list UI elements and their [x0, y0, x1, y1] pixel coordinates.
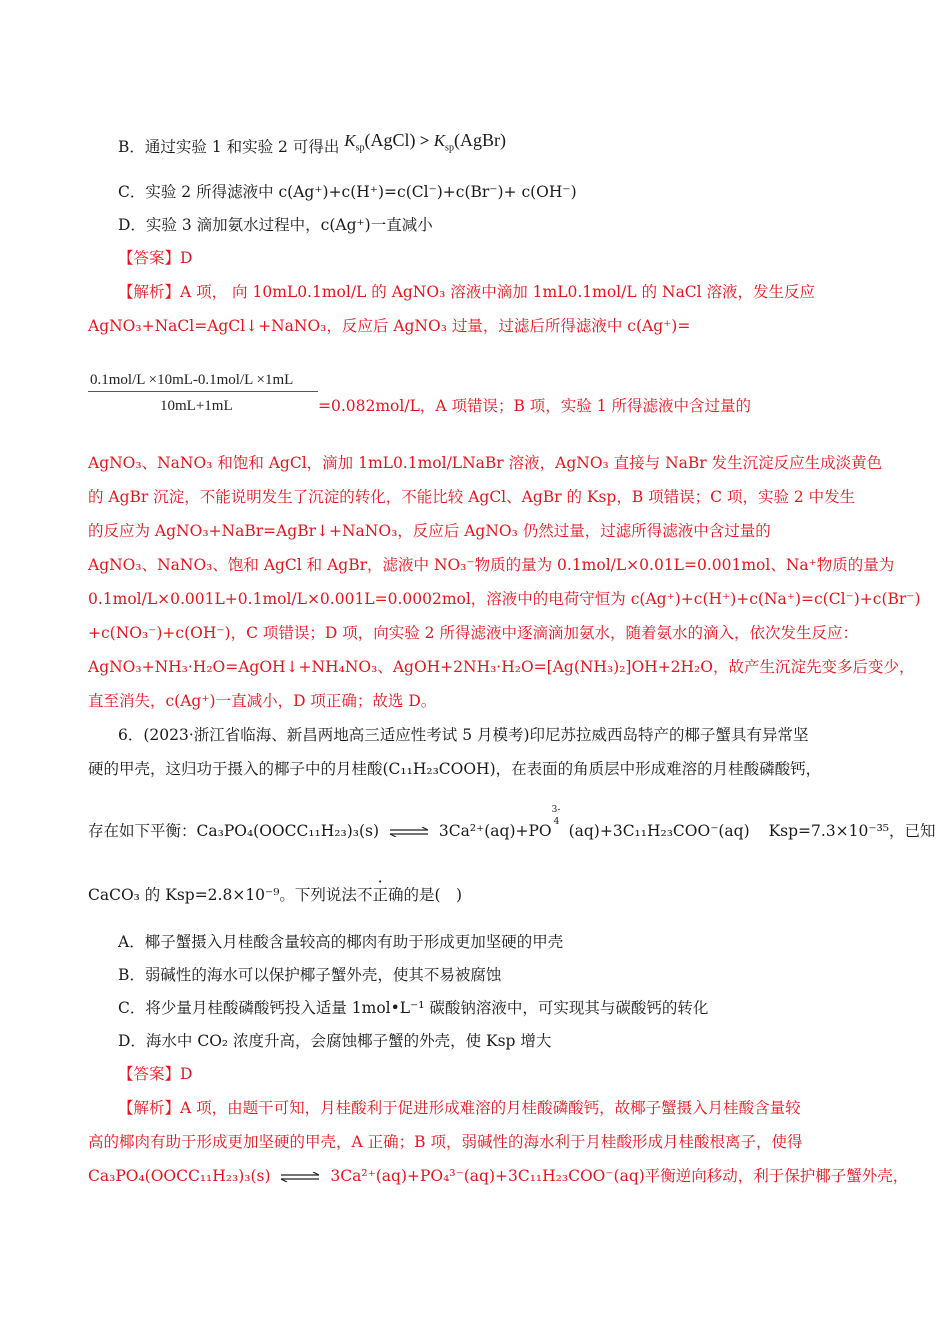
q6-equation-reactant: 存在如下平衡：Ca₃PO₄(OOCC₁₁H₂₃)₃(s)	[88, 822, 380, 840]
q5-explanation-line-10: AgNO₃+NH₃·H₂O=AgOH↓+NH₄NO₃、AgOH+2NH₃·H₂O=[Ag(NH₃)₂]OH+2H₂O，故产生沉淀先变多后变少，	[88, 658, 915, 676]
q5-explanation-line-7: AgNO₃、NaNO₃、饱和 AgCl 和 AgBr，滤液中 NO₃⁻物质的量为 0.1mol/L×0.01L=0.001mol、Na⁺物质的量为	[88, 556, 895, 574]
q6-explanation-line-1: 【解析】A 项，由题干可知，月桂酸利于促进形成难溶的月桂酸磷酸钙，故椰子蟹摄入月桂酸含量较	[118, 1099, 801, 1117]
q5-explanation-line-4: AgNO₃、NaNO₃ 和饱和 AgCl，滴加 1mL0.1mol/LNaBr 溶液，AgNO₃ 直接与 NaBr 发生沉淀反应生成淡黄色	[88, 454, 883, 472]
q5-explanation-line-11: 直至消失，c(Ag⁺)一直减小，D 项正确；故选 D。	[88, 692, 437, 710]
q6-answer: 【答案】D	[118, 1065, 193, 1083]
q5-option-b-formula: $K_{sp}(AgCl)$ > $K_{sp}(AgBr)$	[344, 130, 506, 154]
q5-explanation-line-6: 的反应为 AgNO₃+NaBr=AgBr↓+NaNO₃，反应后 AgNO₃ 仍然过量，过滤所得滤液中含过量的	[88, 522, 771, 540]
q5-option-d: D．实验 3 滴加氨水过程中，c(Ag⁺)一直减小	[118, 216, 433, 234]
q6-equation-product-2: (aq)+3C₁₁H₂₃COO⁻(aq)	[568, 822, 750, 840]
q6-stem-line-3	[88, 805, 936, 841]
q6-option-b: B．弱碱性的海水可以保护椰子蟹外壳，使其不易被腐蚀	[118, 966, 502, 984]
q5-fraction-denominator: 10mL+1mL	[160, 398, 233, 414]
q6-option-d: D．海水中 CO₂ 浓度升高，会腐蚀椰子蟹的外壳，使 Ksp 增大	[118, 1032, 552, 1050]
q5-option-c: C．实验 2 所得滤液中 c(Ag⁺)+c(H⁺)=c(Cl⁻)+c(Br⁻)+ c(OH⁻)	[118, 183, 577, 201]
q5-option-b-text: B．通过实验 1 和实验 2 可得出	[118, 138, 340, 156]
q5-explanation-line-3: =0.082mol/L，A 项错误；B 项，实验 1 所得滤液中含过量的	[318, 397, 752, 415]
q5-answer: 【答案】D	[118, 249, 193, 267]
q5-explanation-line-2: AgNO₃+NaCl=AgCl↓+NaNO₃，反应后 AgNO₃ 过量，过滤后所得滤液中 c(Ag⁺)=	[88, 317, 691, 335]
q5-explanation-line-8: 0.1mol/L×0.001L+0.1mol/L×0.001L=0.0002mol，溶液中的电荷守恒为 c(Ag⁺)+c(H⁺)+c(Na⁺)=c(Cl⁻)+c(Br⁻)	[88, 590, 921, 608]
q6-ksp-value: Ksp=7.3×10⁻³⁵，已知	[768, 822, 936, 840]
q5-explanation-line-5: 的 AgBr 沉淀，不能说明发生了沉淀的转化，不能比较 AgCl、AgBr 的 Ksp，B 项错误；C 项，实验 2 中发生	[88, 488, 856, 506]
q6-negation-emphasis: 不正确	[356, 886, 404, 904]
q5-fraction-numerator: 0.1mol/L ×10mL-0.1mol/L ×1mL	[90, 372, 294, 388]
q6-option-c: C．将少量月桂酸磷酸钙投入适量 1mol•L⁻¹ 碳酸钠溶液中，可实现其与碳酸钙的转化	[118, 999, 709, 1017]
q6-phosphate-charge: 3- 4	[551, 805, 561, 827]
q5-explanation-line-9: +c(NO₃⁻)+c(OH⁻)，C 项错误；D 项，向实验 2 所得滤液中逐滴滴加氨水，随着氨水的滴入，依次发生反应：	[88, 624, 858, 642]
q5-explanation-line-1: 【解析】A 项， 向 10mL0.1mol/L 的 AgNO₃ 溶液中滴加 1mL0.1mol/L 的 NaCl 溶液，发生反应	[118, 283, 816, 301]
q6-explanation-line-2: 高的椰肉有助于形成更加坚硬的甲壳，A 正确；B 项，弱碱性的海水利于月桂酸形成月桂酸根离子，使得	[88, 1133, 803, 1151]
q5-option-b	[118, 130, 506, 157]
equilibrium-arrows-icon	[279, 1172, 321, 1182]
q6-stem-line-1: 6．(2023·浙江省临海、新昌两地高三适应性考试 5 月模考)印尼苏拉威西岛特产的椰子蟹具有异常坚	[118, 726, 809, 744]
q6-option-a: A．椰子蟹摄入月桂酸含量较高的椰肉有助于形成更加坚硬的甲壳	[118, 933, 564, 951]
q5-fraction-bar	[88, 391, 318, 392]
q6-stem-line-2: 硬的甲壳，这归功于摄入的椰子中的月桂酸(C₁₁H₂₃COOH)，在表面的角质层中形成难溶的月桂酸磷酸钙，	[88, 760, 822, 778]
equilibrium-arrows-icon	[388, 827, 430, 837]
q6-equation-product-1: 3Ca²⁺(aq)+PO	[438, 822, 552, 840]
q6-explanation-line-3: Ca₃PO₄(OOCC₁₁H₂₃)₃(s) 3Ca²⁺(aq)+PO₄³⁻(aq)+3C₁₁H₂₃COO⁻(aq)平衡逆向移动，利于保护椰子蟹外壳，	[88, 1167, 909, 1185]
q6-stem-line-4: CaCO₃ 的 Ksp=2.8×10⁻⁹。下列说法不正确的是( )	[88, 886, 463, 904]
